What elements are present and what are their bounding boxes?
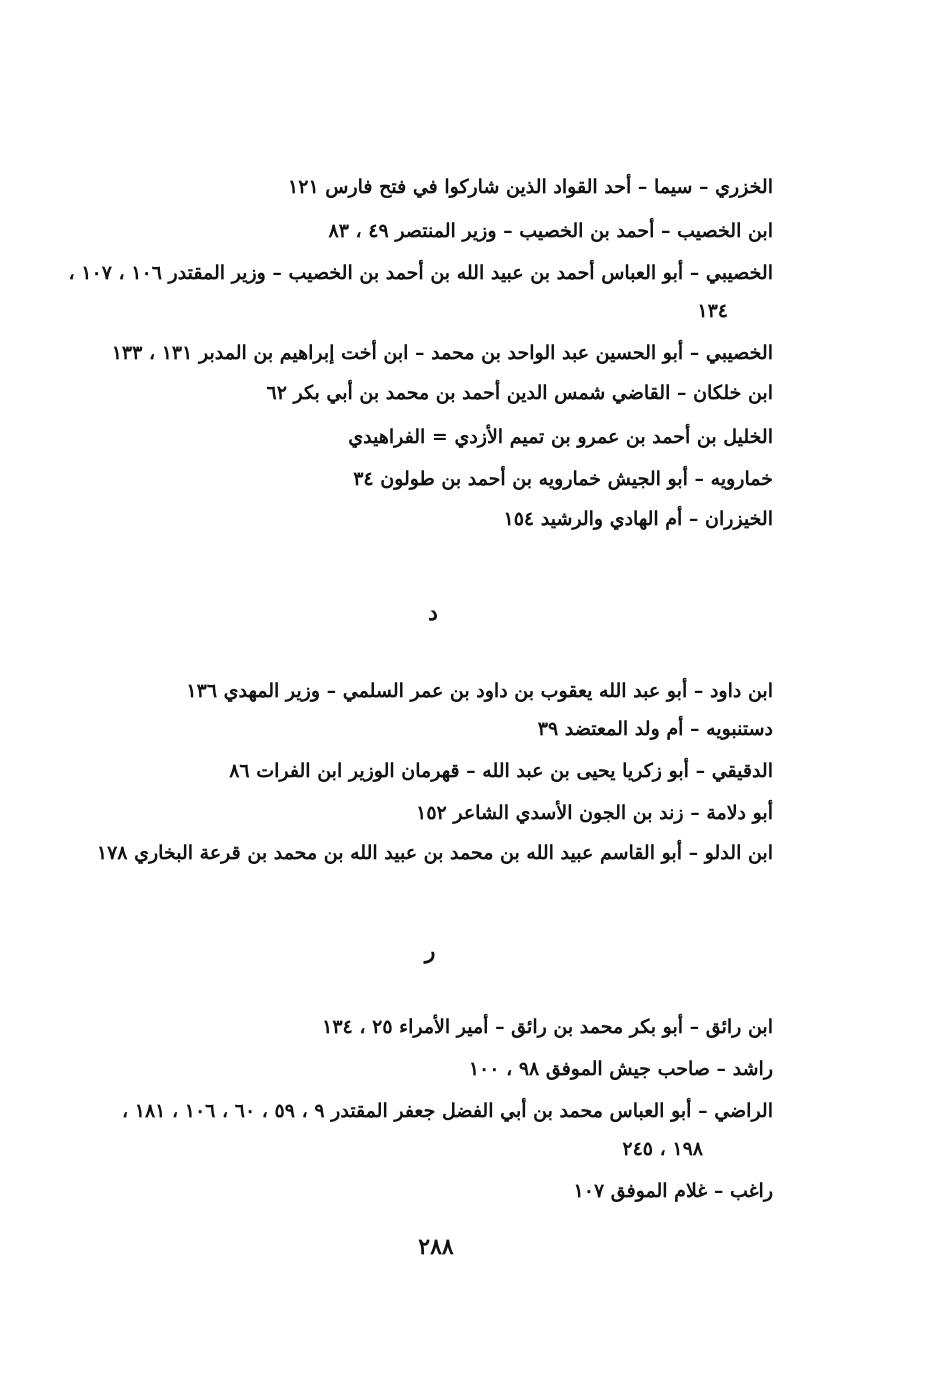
index-entry: الخيزران – أم الهادي والرشيد ١٥٤	[503, 508, 773, 530]
page-number: ٢٨٨	[418, 1234, 454, 1260]
index-entry: خمارويه – أبو الجيش خمارويه بن أحمد بن طولون ٣٤	[353, 468, 773, 490]
index-section-kha	[68, 172, 773, 542]
index-entry: الراضي – أبو العباس محمد بن أبي الفضل جعفر المقتدر ٩ ، ٥٩ ، ٦٠ ، ١٠٦ ، ١٨١ ،	[122, 1100, 773, 1122]
index-entry-continuation: ١٩٨ ، ٢٤٥	[622, 1138, 703, 1160]
index-entry: ابن الخصيب – أحمد بن الخصيب – وزير المنتصر ٤٩ ، ٨٣	[328, 220, 773, 242]
index-entry-continuation: ١٣٤	[697, 300, 728, 322]
index-entry: الخزري – سيما – أحد القواد الذين شاركوا في فتح فارس ١٢١	[288, 176, 773, 198]
index-entry: ابن داود – أبو عبد الله يعقوب بن داود بن عمر السلمي – وزير المهدي ١٣٦	[186, 680, 773, 702]
index-entry: دستنبويه – أم ولد المعتضد ٣٩	[537, 718, 773, 740]
index-entry: الخصيبي – أبو العباس أحمد بن عبيد الله بن أحمد بن الخصيب – وزير المقتدر ١٠٦ ، ١٠٧ ،	[68, 262, 773, 284]
index-entry: الخليل بن أحمد بن عمرو بن تميم الأزدي = الفراهيدي	[348, 426, 773, 448]
index-section-dal	[73, 676, 773, 876]
index-entry: ابن الدلو – أبو القاسم عبيد الله بن محمد بن عبيد الله بن محمد بن قرعة البخاري ١٧٨	[96, 842, 773, 864]
section-letter-ra: ر	[424, 938, 436, 964]
index-entry: راغب – غلام الموفق ١٠٧	[573, 1180, 773, 1202]
index-entry: راشد – صاحب جيش الموفق ٩٨ ، ١٠٠	[468, 1058, 773, 1080]
section-letter-dal: د	[428, 600, 438, 626]
index-entry: الدقيقي – أبو زكريا يحيى بن عبد الله – قهرمان الوزير ابن الفرات ٨٦	[229, 760, 773, 782]
index-entry: ابن رائق – أبو بكر محمد بن رائق – أمير الأمراء ٢٥ ، ١٣٤	[322, 1016, 773, 1038]
index-entry: ابن خلكان – القاضي شمس الدين أحمد بن محمد بن أبي بكر ٦٢	[266, 382, 773, 404]
index-entry: الخصيبي – أبو الحسين عبد الواحد بن محمد – ابن أخت إبراهيم بن المدبر ١٣١ ، ١٣٣	[111, 342, 773, 364]
index-entry: أبو دلامة – زند بن الجون الأسدي الشاعر ١٥٢	[416, 802, 773, 824]
index-section-ra	[73, 1012, 773, 1212]
